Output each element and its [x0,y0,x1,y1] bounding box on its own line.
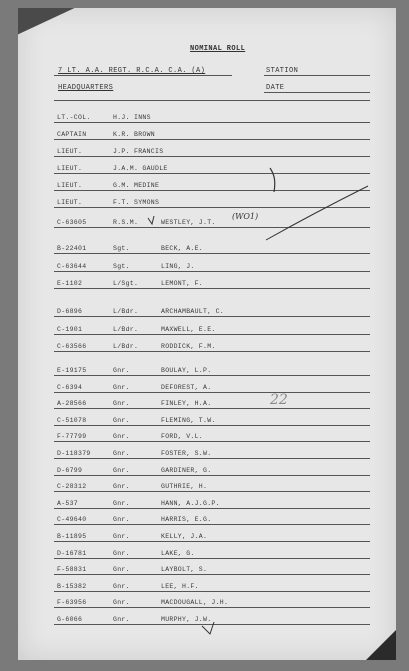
rank-cell: Gnr. [113,499,130,507]
rank-cell: Gnr. [113,483,130,491]
name-cell: GARDINER, G. [161,466,212,474]
rank-cell: L/Bdr. [113,325,139,333]
rank-cell: Gnr. [113,616,130,623]
service-number: F-77799 [57,433,87,441]
officer-rank: LT.-COL. [57,114,91,121]
rank-cell: Gnr. [113,516,130,524]
name-cell: HARRIS, E.G. [161,516,212,524]
service-number: B-15382 [57,582,87,590]
rank-cell: Sgt. [113,245,130,252]
service-number: C-63644 [57,262,87,270]
name-cell: LAYBOLT, S. [161,566,208,574]
service-number: C-51078 [57,416,87,424]
document-page [18,8,396,660]
rank-cell: Sgt. [113,262,130,270]
officer-name: J.A.M. GAUDLE [113,165,168,172]
service-number: C-63605 [57,219,87,226]
rank-cell: R.S.M. [113,219,139,226]
name-cell: DEFOREST, A. [161,383,212,391]
name-cell: WESTLEY, J.T. [161,219,216,226]
rank-cell: Gnr. [113,549,130,557]
service-number: D-6896 [57,308,83,315]
service-number: A-537 [57,499,79,507]
name-cell: MURPHY, J.W. [161,616,212,623]
service-number: E-19175 [57,367,87,374]
pencil-check [202,622,214,634]
name-cell: RODDICK, F.M. [161,343,216,350]
name-cell: FLEMING, T.W. [161,416,216,424]
service-number: A-28566 [57,400,87,408]
pencil-stroke-1 [270,168,275,192]
officer-rank: LIEUT. [57,182,83,189]
service-number: D-16781 [57,549,87,557]
rsm-note: (WO1) [232,212,259,221]
name-cell: GUTHRIE, H. [161,483,208,491]
rank-cell: Gnr. [113,400,130,408]
name-cell: KELLY, J.A. [161,533,208,540]
pencil-marks [18,8,396,660]
date-label: DATE [266,84,285,92]
margin-note: 22 [270,392,288,408]
rank-cell: Gnr. [113,383,130,391]
name-cell: BOULAY, L.P. [161,367,212,374]
officer-rank: LIEUT. [57,165,83,172]
officer-rank: LIEUT. [57,199,83,206]
rank-cell: Gnr. [113,450,130,457]
officer-rank: CAPTAIN [57,131,87,138]
rank-cell: Gnr. [113,582,130,590]
service-number: C-63566 [57,343,87,350]
pencil-tick [148,216,154,224]
name-cell: MACDOUGALL, J.H. [161,599,229,607]
name-cell: MAXWELL, E.E. [161,325,216,333]
officer-name: H.J. INNS [113,114,151,121]
rank-cell: L/Sgt. [113,280,139,287]
scan-shadow-corner-bottom [362,620,396,660]
service-number: E-1102 [57,280,83,287]
name-cell: FINLEY, H.A. [161,400,212,408]
service-number: G-6066 [57,616,83,623]
service-number: C-1901 [57,325,83,333]
rank-cell: L/Bdr. [113,343,139,350]
officer-name: J.P. FRANCIS [113,148,164,155]
officer-name: K.R. BROWN [113,131,156,138]
rank-cell: Gnr. [113,433,130,441]
rank-cell: L/Bdr. [113,308,139,315]
service-number: C-6394 [57,383,83,391]
service-number: B-11895 [57,533,87,540]
subunit-heading: HEADQUARTERS [58,84,114,92]
rank-cell: Gnr. [113,416,130,424]
name-cell: LEE, H.F. [161,582,199,590]
name-cell: BECK, A.E. [161,245,204,252]
rank-cell: Gnr. [113,533,130,540]
document-title: NOMINAL ROLL [190,45,246,53]
rank-cell: Gnr. [113,566,130,574]
name-cell: LAKE, G. [161,549,195,557]
service-number: D-6799 [57,466,83,474]
name-cell: FOSTER, S.W. [161,450,212,457]
rank-cell: Gnr. [113,599,130,607]
officer-rank: LIEUT. [57,148,83,155]
name-cell: HANN, A.J.G.P. [161,499,220,507]
service-number: F-63956 [57,599,87,607]
service-number: D-118379 [57,450,91,457]
station-label: STATION [266,67,299,75]
service-number: C-49640 [57,516,87,524]
rank-cell: Gnr. [113,367,130,374]
name-cell: LEMONT, F. [161,280,204,287]
name-cell: LING, J. [161,262,195,270]
pencil-stroke-2 [266,186,368,240]
officer-name: F.T. SYMONS [113,199,160,206]
service-number: F-58831 [57,566,87,574]
officer-name: G.M. MEDINE [113,182,160,189]
rank-cell: Gnr. [113,466,130,474]
name-cell: ARCHAMBAULT, C. [161,308,225,315]
unit-heading: 7 LT. A.A. REGT. R.C.A. C.A. (A) [58,67,206,75]
service-number: C-28312 [57,483,87,491]
service-number: B-22401 [57,245,87,252]
name-cell: FORD, V.L. [161,433,204,441]
